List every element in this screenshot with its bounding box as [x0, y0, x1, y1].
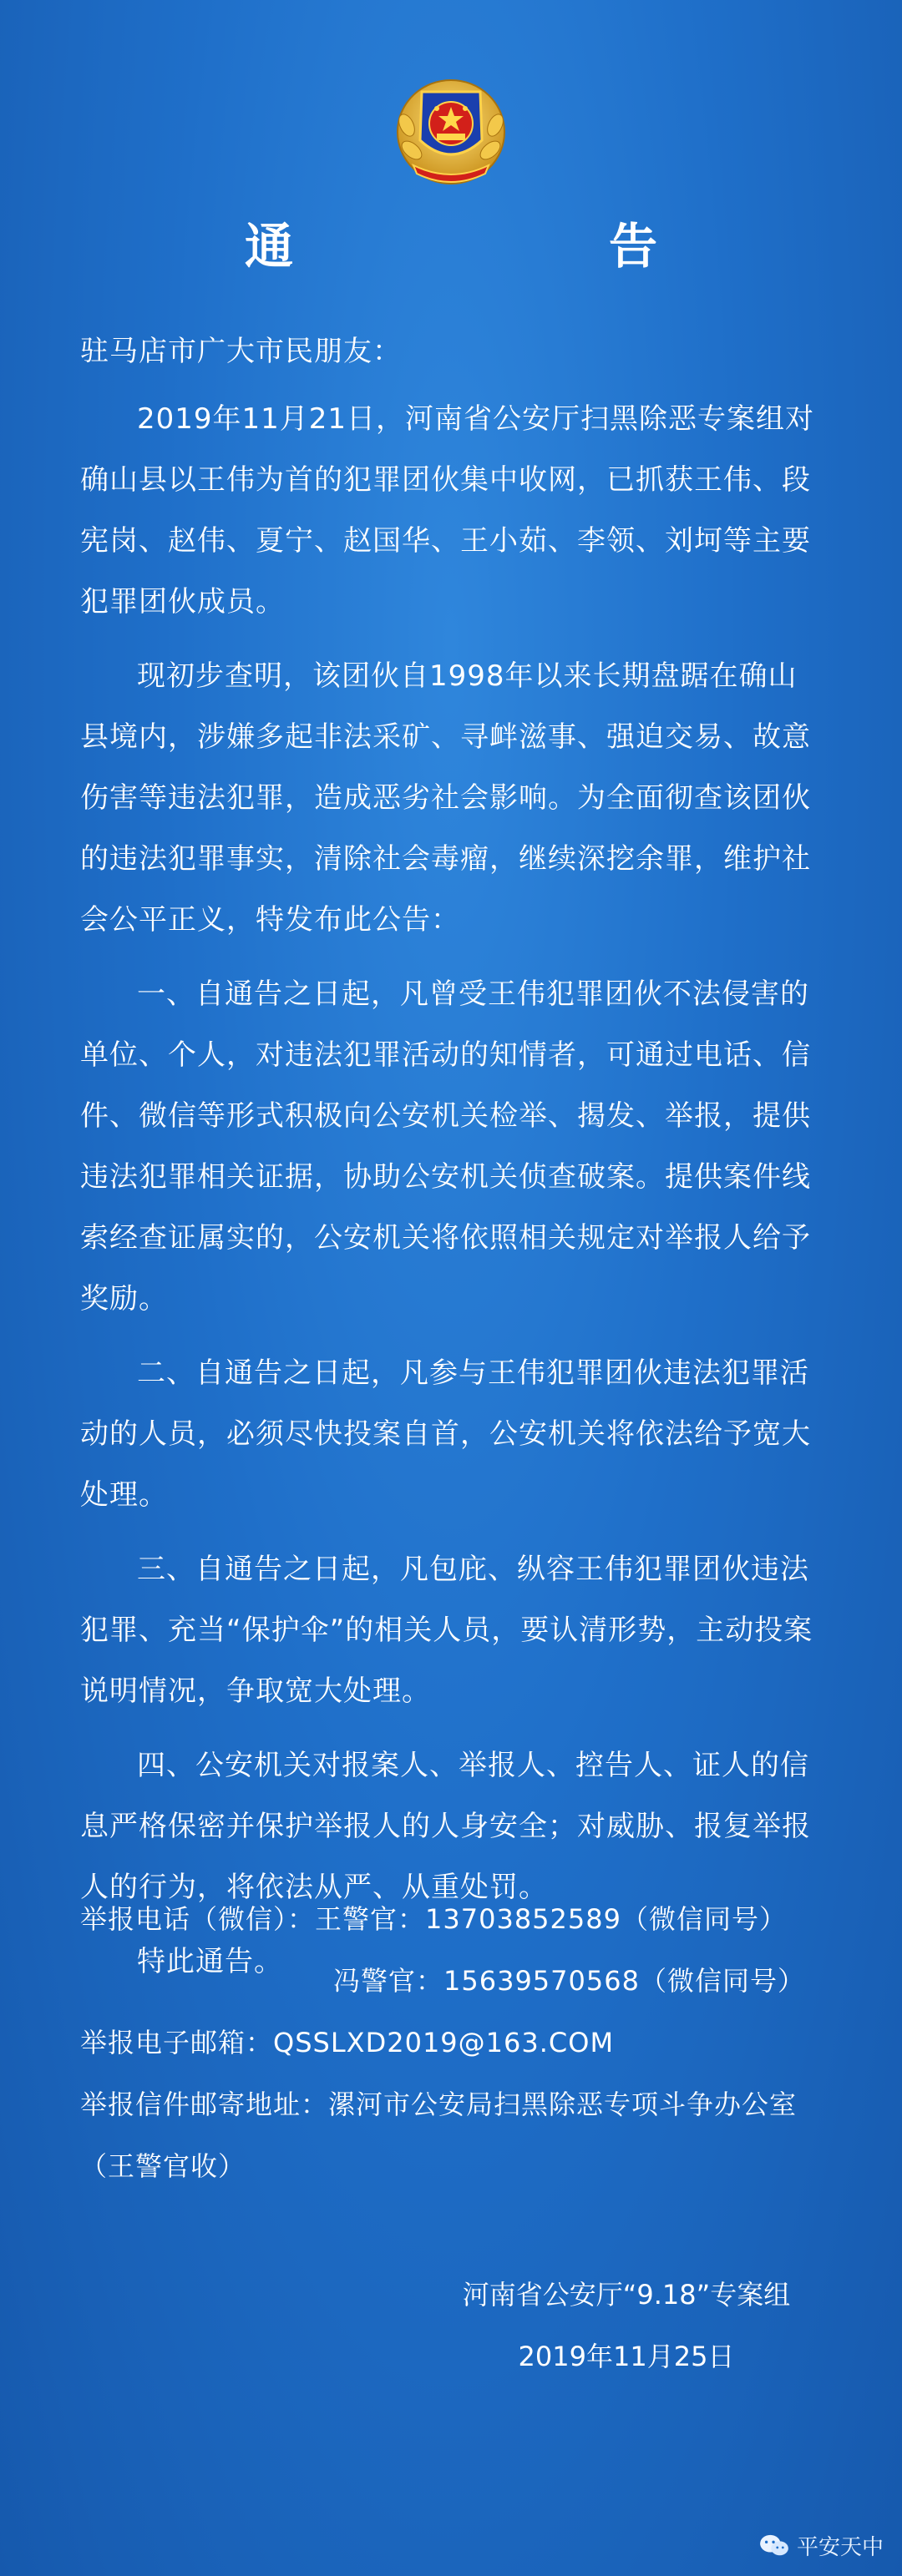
phone-number-1[interactable]: 王警官：13703852589（微信同号）: [315, 1903, 787, 1935]
contact-info: [80, 1888, 832, 2197]
mail-recipient: （王警官收）: [80, 2150, 246, 2182]
paragraph-item-2: 二、自通告之日起，凡参与王伟犯罪团伙违法犯罪活动的人员，必须尽快投案自首，公安机关将依法给予宽大处理。: [80, 1356, 811, 1512]
phone-label: 举报电话（微信）：: [80, 1903, 316, 1935]
watermark-text: 平安天中: [796, 2535, 884, 2560]
paragraph-item-1: 一、自通告之日起，凡曾受王伟犯罪团伙不法侵害的单位、个人，对违法犯罪活动的知情者，可通过电话、信件、微信等形式积极向公安机关检举、揭发、举报，提供违法犯罪相关证据，协助公安机关侦查破案。提供案件线索经查证属实的，公安机关将依照相关规定对举报人给予奖励。: [80, 977, 811, 1316]
phone-row-1: [80, 1888, 832, 1950]
phone-number-2[interactable]: 冯警官：15639570568（微信同号）: [333, 1965, 805, 1997]
mail-recipient-row: [80, 2135, 832, 2197]
paragraph-investigation: 现初步查明，该团伙自1998年以来长期盘踞在确山县境内，涉嫌多起非法采矿、寻衅滋事、强迫交易、故意伤害等违法犯罪，造成恶劣社会影响。为全面彻查该团伙的违法犯罪事实，清除社会毒瘤，继续深挖余罪，维护社会公平正义，特发布此公告：: [80, 659, 811, 937]
paragraph-item-4: 四、公安机关对报案人、举报人、控告人、证人的信息严格保密并保护举报人的人身安全；对威胁、报复举报人的行为，将依法从严、从重处罚。: [80, 1749, 811, 1904]
email-label: 举报电子邮箱：: [80, 2027, 274, 2058]
signature-block: [426, 2264, 827, 2387]
notice-title: 通 告: [244, 218, 791, 275]
notice-body: [80, 321, 815, 2006]
paragraph-item-3: 三、自通告之日起，凡包庇、纵容王伟犯罪团伙违法犯罪、充当“保护伞”的相关人员，要认清形势，主动投案说明情况，争取宽大处理。: [80, 1553, 813, 1708]
salutation: 驻马店市广大市民朋友：: [80, 335, 402, 368]
paragraph-arrest-summary: 2019年11月21日，河南省公安厅扫黑除恶专案组对确山县以王伟为首的犯罪团伙集中收网，已抓获王伟、段宪岗、赵伟、夏宁、赵国华、王小茹、李领、刘坷等主要犯罪团伙成员。: [80, 402, 815, 619]
watermark: [758, 2530, 884, 2561]
email-address[interactable]: QSSLXD2019@163.COM: [273, 2027, 615, 2058]
mail-label: 举报信件邮寄地址：: [80, 2089, 329, 2120]
police-emblem-icon: [388, 67, 514, 192]
closing-line: 特此通告。: [137, 1945, 283, 1978]
email-row: [80, 2012, 832, 2073]
mail-row: [80, 2073, 832, 2135]
phone-row-2: [80, 1950, 832, 2012]
mail-address: 漯河市公安局扫黑除恶专项斗争办公室: [328, 2089, 798, 2120]
signature-org: 河南省公安厅“9.18”专案组: [462, 2279, 791, 2311]
wechat-icon: [758, 2533, 790, 2558]
signature-date: 2019年11月25日: [518, 2341, 735, 2372]
